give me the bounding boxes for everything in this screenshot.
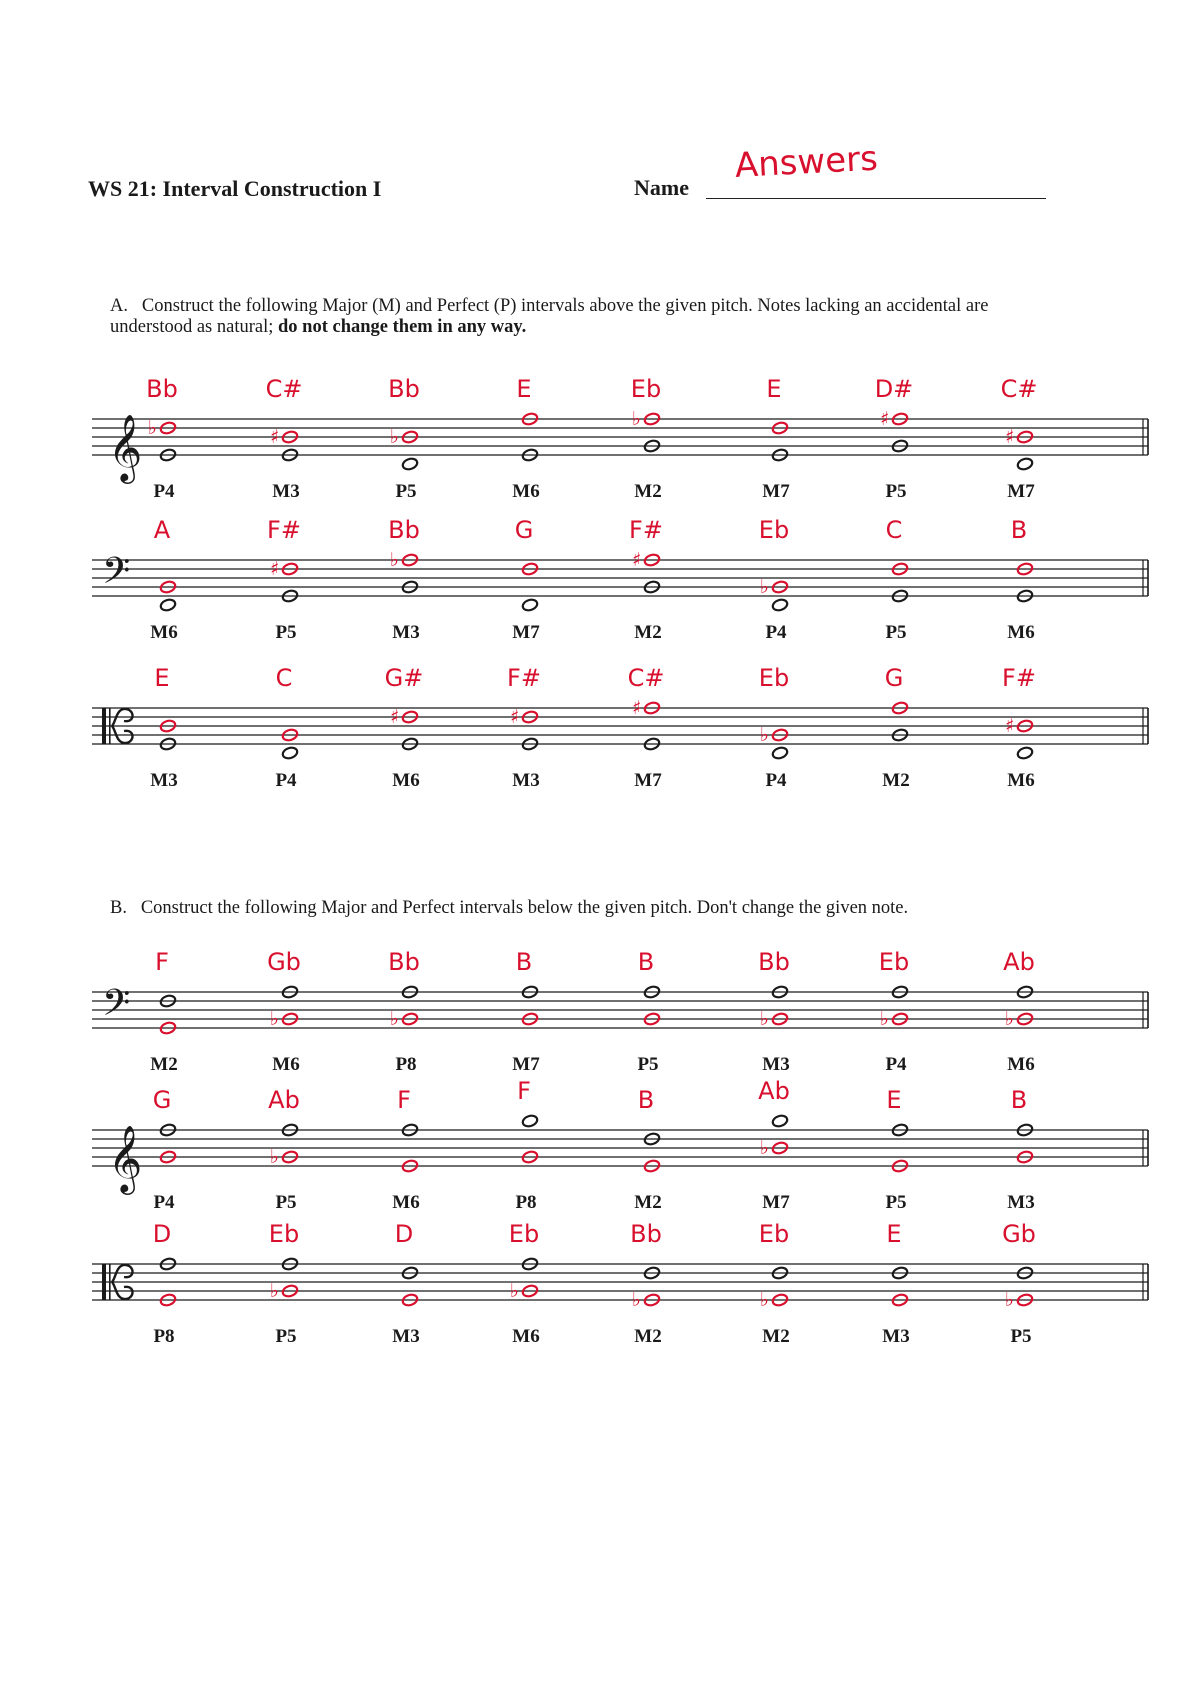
section-a-text: Construct the following Major (M) and Perfect (P) intervals above the given pitch. Notes lacking an accidental are understood as natural; xyxy=(110,296,989,337)
flat-icon: ♭ xyxy=(510,1280,519,1302)
answer-note-name: Bb xyxy=(758,948,790,976)
interval-exercise xyxy=(392,1086,419,1213)
interval-exercise xyxy=(153,1086,177,1213)
given-note xyxy=(771,746,788,760)
answer-note-name: Eb xyxy=(630,375,662,403)
interval-exercise xyxy=(875,375,914,502)
section-b-staff-3 xyxy=(92,1220,1148,1347)
interval-label: M6 xyxy=(392,770,420,791)
given-note xyxy=(521,598,538,612)
answer-note-name: F xyxy=(155,948,169,976)
sharp-icon: ♯ xyxy=(880,408,890,430)
interval-label: M7 xyxy=(512,622,540,643)
given-note xyxy=(281,746,298,760)
flat-icon: ♭ xyxy=(760,1289,769,1311)
section-a-letter: A. xyxy=(110,296,128,316)
interval-exercise xyxy=(1002,1220,1036,1347)
answer-note-name: C# xyxy=(265,375,303,403)
interval-label: M7 xyxy=(762,481,790,502)
interval-exercise xyxy=(388,948,420,1075)
interval-exercise xyxy=(512,375,539,502)
flat-icon: ♭ xyxy=(632,1289,641,1311)
answer-note-name: Eb xyxy=(878,948,910,976)
interval-exercise xyxy=(759,516,789,643)
sharp-icon: ♯ xyxy=(1005,426,1015,448)
interval-exercise xyxy=(275,664,298,791)
answer-note-name: B xyxy=(637,1086,655,1114)
given-note xyxy=(159,598,176,612)
answer-note-name: F# xyxy=(267,516,301,544)
answer-note-name: F# xyxy=(507,664,541,692)
answer-note-name: D xyxy=(152,1220,172,1248)
interval-exercise xyxy=(885,1086,908,1213)
answer-note-name: F xyxy=(397,1086,411,1114)
interval-exercise xyxy=(758,1077,790,1213)
interval-label: M6 xyxy=(512,481,540,502)
answer-note-name: Bb xyxy=(388,516,420,544)
interval-label: M7 xyxy=(762,1192,790,1213)
answer-note-name: F xyxy=(517,1077,531,1105)
treble-clef-icon: 𝄞 xyxy=(108,413,143,481)
name-label: Name xyxy=(634,175,689,200)
interval-label: M2 xyxy=(150,1054,178,1075)
section-a-staff-3 xyxy=(92,664,1148,791)
interval-label: M6 xyxy=(1007,1054,1035,1075)
flat-icon: ♭ xyxy=(270,1146,279,1168)
interval-label: M3 xyxy=(392,622,420,643)
interval-label: P8 xyxy=(515,1192,537,1213)
answer-note-name: G xyxy=(514,516,534,544)
given-note xyxy=(771,598,788,612)
answer-note-name: C xyxy=(275,664,293,692)
sharp-icon: ♯ xyxy=(632,697,642,719)
interval-label: M7 xyxy=(1007,481,1035,502)
interval-exercise xyxy=(150,664,177,791)
answer-note-name: E xyxy=(766,375,782,403)
answer-note-name: F# xyxy=(1002,664,1036,692)
interval-exercise xyxy=(759,1220,790,1347)
interval-exercise xyxy=(388,516,420,643)
answer-note-name: Bb xyxy=(146,375,178,403)
interval-label: M2 xyxy=(634,622,662,643)
interval-label: P5 xyxy=(275,622,297,643)
answer-note-name: E xyxy=(516,375,532,403)
worksheet-title: WS 21: Interval Construction I xyxy=(88,176,382,201)
answer-note-name: D# xyxy=(874,375,914,403)
section-a-staff-1 xyxy=(92,375,1148,502)
flat-icon: ♭ xyxy=(1005,1008,1014,1030)
given-note xyxy=(1016,457,1033,471)
interval-exercise xyxy=(269,1220,299,1347)
flat-icon: ♭ xyxy=(390,549,399,571)
interval-label: P4 xyxy=(765,770,787,791)
interval-exercise xyxy=(630,1220,662,1347)
interval-exercise xyxy=(385,664,424,791)
interval-label: M3 xyxy=(882,1326,910,1347)
interval-exercise xyxy=(153,1220,177,1347)
interval-exercise xyxy=(634,1086,661,1213)
interval-exercise xyxy=(628,664,665,791)
section-b-staff-1 xyxy=(92,948,1148,1075)
interval-label: P5 xyxy=(275,1326,297,1347)
interval-exercise xyxy=(507,664,541,791)
given-note xyxy=(521,1114,538,1128)
flat-icon: ♭ xyxy=(760,1137,769,1159)
given-note xyxy=(401,457,418,471)
interval-label: P5 xyxy=(885,481,907,502)
interval-exercise xyxy=(515,1077,538,1213)
interval-label: M3 xyxy=(392,1326,420,1347)
flat-icon: ♭ xyxy=(760,724,769,746)
interval-label: M7 xyxy=(512,1054,540,1075)
interval-label: M6 xyxy=(272,1054,300,1075)
interval-label: M3 xyxy=(512,770,540,791)
answer-note-name: F# xyxy=(629,516,663,544)
sharp-icon: ♯ xyxy=(270,558,280,580)
interval-exercise xyxy=(1002,664,1036,791)
interval-label: P4 xyxy=(885,1054,907,1075)
bass-clef-icon: 𝄢 xyxy=(102,982,131,1033)
interval-exercise xyxy=(512,516,540,643)
section-b-letter: B. xyxy=(110,898,127,918)
answer-note-name: Ab xyxy=(268,1086,300,1114)
answer-note-name: B xyxy=(637,948,655,976)
interval-exercise xyxy=(268,1086,300,1213)
interval-label: P5 xyxy=(1010,1326,1032,1347)
interval-label: M6 xyxy=(392,1192,420,1213)
interval-exercise xyxy=(758,948,790,1075)
answer-note-name: Ab xyxy=(758,1077,790,1105)
interval-label: M6 xyxy=(1007,622,1035,643)
flat-icon: ♭ xyxy=(1005,1289,1014,1311)
answer-note-name: Eb xyxy=(758,664,790,692)
flat-icon: ♭ xyxy=(390,426,399,448)
sharp-icon: ♯ xyxy=(510,706,520,728)
answer-note-name: Eb xyxy=(268,1220,300,1248)
interval-exercise xyxy=(267,948,301,1075)
sharp-icon: ♯ xyxy=(390,706,400,728)
interval-exercise xyxy=(150,516,177,643)
answer-note-name: Bb xyxy=(388,375,420,403)
answer-note-name: C xyxy=(885,516,903,544)
interval-label: M3 xyxy=(150,770,178,791)
given-note xyxy=(771,1114,788,1128)
interval-exercise xyxy=(631,375,662,502)
interval-exercise xyxy=(267,516,301,643)
interval-label: P8 xyxy=(153,1326,175,1347)
interval-label: M6 xyxy=(1007,770,1035,791)
bass-clef-icon: 𝄢 xyxy=(102,550,131,601)
interval-label: M2 xyxy=(882,770,910,791)
given-note xyxy=(1016,746,1033,760)
sharp-icon: ♯ xyxy=(632,549,642,571)
answer-note-name: B xyxy=(1010,516,1028,544)
section-a-staff-2 xyxy=(92,516,1148,643)
answer-note-name: A xyxy=(153,516,171,544)
treble-clef-icon: 𝄞 xyxy=(108,1124,143,1192)
flat-icon: ♭ xyxy=(390,1008,399,1030)
name-field-value: Answers xyxy=(733,138,879,186)
interval-label: P5 xyxy=(637,1054,659,1075)
flat-icon: ♭ xyxy=(760,576,769,598)
answer-note-name: E xyxy=(886,1086,902,1114)
answer-note-name: E xyxy=(154,664,170,692)
interval-label: P4 xyxy=(153,481,175,502)
interval-label: P8 xyxy=(395,1054,417,1075)
interval-label: M2 xyxy=(634,1326,662,1347)
answer-note-name: B xyxy=(515,948,533,976)
interval-label: M6 xyxy=(150,622,178,643)
answer-note-name: G# xyxy=(384,664,424,692)
interval-label: P5 xyxy=(885,1192,907,1213)
interval-exercise xyxy=(146,375,178,502)
interval-label: M3 xyxy=(762,1054,790,1075)
interval-label: M6 xyxy=(512,1326,540,1347)
section-b-text: Construct the following Major and Perfect intervals below the given pitch. Don't change the given note. xyxy=(140,898,909,918)
interval-exercise xyxy=(150,948,177,1075)
interval-label: P5 xyxy=(395,481,417,502)
interval-exercise xyxy=(637,948,660,1075)
answer-note-name: E xyxy=(886,1220,902,1248)
interval-exercise xyxy=(1001,375,1038,502)
interval-exercise xyxy=(388,375,420,502)
interval-label: P4 xyxy=(275,770,297,791)
interval-exercise xyxy=(1007,1086,1034,1213)
interval-exercise xyxy=(762,375,790,502)
section-b-staff-2 xyxy=(92,1077,1148,1213)
interval-label: M2 xyxy=(762,1326,790,1347)
interval-exercise xyxy=(512,948,540,1075)
answer-note-name: G xyxy=(152,1086,172,1114)
interval-label: P4 xyxy=(153,1192,175,1213)
flat-icon: ♭ xyxy=(632,408,641,430)
answer-note-name: G xyxy=(884,664,904,692)
interval-exercise xyxy=(882,664,909,791)
interval-label: M3 xyxy=(272,481,300,502)
flat-icon: ♭ xyxy=(270,1008,279,1030)
interval-exercise xyxy=(509,1220,540,1347)
flat-icon: ♭ xyxy=(880,1008,889,1030)
interval-exercise xyxy=(629,516,663,643)
interval-label: M2 xyxy=(634,1192,662,1213)
flat-icon: ♭ xyxy=(148,417,157,439)
interval-exercise xyxy=(1003,948,1035,1075)
answer-note-name: C# xyxy=(627,664,665,692)
interval-label: P5 xyxy=(275,1192,297,1213)
interval-exercise xyxy=(1007,516,1034,643)
section-a-bold-text: do not change them in any way. xyxy=(278,317,527,337)
sharp-icon: ♯ xyxy=(270,426,280,448)
answer-note-name: D xyxy=(394,1220,414,1248)
answer-note-name: Ab xyxy=(1003,948,1035,976)
answer-note-name: Eb xyxy=(508,1220,540,1248)
answer-note-name: Gb xyxy=(267,948,301,976)
answer-note-name: Eb xyxy=(758,516,790,544)
answer-note-name: C# xyxy=(1000,375,1038,403)
interval-exercise xyxy=(392,1220,419,1347)
interval-label: P5 xyxy=(885,622,907,643)
interval-exercise xyxy=(759,664,789,791)
flat-icon: ♭ xyxy=(760,1008,769,1030)
interval-label: M7 xyxy=(634,770,662,791)
answer-note-name: Gb xyxy=(1002,1220,1036,1248)
answer-note-name: Eb xyxy=(758,1220,790,1248)
interval-label: M3 xyxy=(1007,1192,1035,1213)
answer-note-name: B xyxy=(1010,1086,1028,1114)
interval-exercise xyxy=(885,516,908,643)
flat-icon: ♭ xyxy=(270,1280,279,1302)
interval-label: M2 xyxy=(634,481,662,502)
interval-exercise xyxy=(882,1220,909,1347)
interval-exercise xyxy=(266,375,303,502)
interval-exercise xyxy=(879,948,909,1075)
sharp-icon: ♯ xyxy=(1005,715,1015,737)
answer-note-name: Bb xyxy=(630,1220,662,1248)
answer-note-name: Bb xyxy=(388,948,420,976)
interval-label: P4 xyxy=(765,622,787,643)
